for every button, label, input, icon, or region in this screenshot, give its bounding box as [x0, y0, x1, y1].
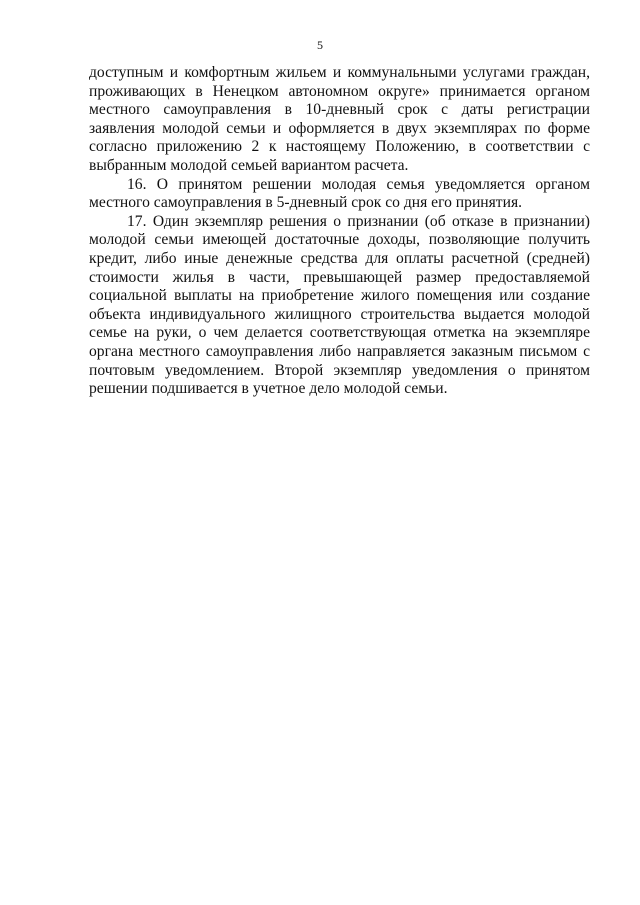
paragraph-16: 16. О принятом решении молодая семья уведомляется органом местного самоуправления в 5-дневный срок со дня его принятия. — [89, 175, 590, 212]
page-number: 5 — [317, 38, 323, 52]
paragraph-continuation: доступным и комфортным жильем и коммунальными услугами граждан, проживающих в Ненецком автономном округе» принимается органом местного самоуправления в 10-дневный срок с даты регистрации заявления молодой семьи и оформляется в двух экземплярах по форме согласно приложению 2 к настоящему Положению, в соответствии с выбранным молодой семьей вариантом расчета. — [89, 64, 590, 174]
paragraph-17: 17. Один экземпляр решения о признании (об отказе в признании) молодой семьи имеющей достаточные доходы, позволяющие получить кредит, либо иные денежные средства для оплаты расчетной (средней) стоимости жилья в части, превышающей размер предоставляемой социальной выплаты на приобретение жилого помещения или создание объекта индивидуального жилищного строительства выдается молодой семье на руки, о чем делается соответствующая отметка на экземпляре органа местного самоуправления либо направляется заказным письмом с почтовым уведомлением. Второй экземпляр уведомления о принятом решении подшивается в учетное дело молодой семьи. — [89, 212, 590, 398]
document-body — [89, 64, 590, 399]
